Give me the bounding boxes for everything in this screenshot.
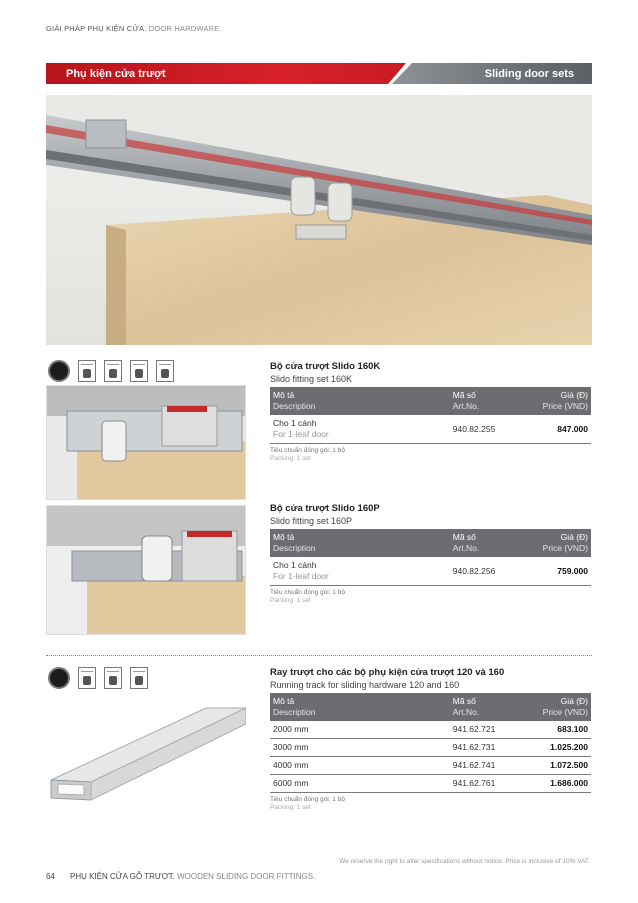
door-thickness-icon: [104, 360, 122, 382]
feature-icons-row-track: [48, 667, 148, 689]
row-art-no: 940.82.256: [450, 557, 540, 586]
product-title-en: Running track for sliding hardware 120 and 160: [270, 680, 460, 690]
row-price: 1.072.500: [540, 757, 591, 775]
row-price: 759.000: [540, 557, 591, 586]
price-table: [270, 693, 591, 793]
footer-label-vi: PHỤ KIỆN CỬA GỖ TRƯỢT.: [70, 872, 175, 881]
table-row: [270, 721, 591, 739]
row-price: 847.000: [540, 415, 591, 444]
footer-label: [70, 872, 315, 881]
packing-note: Tiêu chuẩn đóng gói: 1 bộ Packing: 1 set: [270, 447, 345, 462]
page-number: 64: [46, 872, 55, 881]
row-art-no: 941.62.761: [450, 775, 540, 793]
row-description: 2000 mm: [270, 721, 450, 739]
row-description: Cho 1 cánh For 1-leaf door: [270, 557, 450, 586]
table-header-row: [270, 693, 591, 721]
disclaimer: We reserve the right to alter specifications without notice. Price is inclusive of 10% VAT.: [339, 858, 590, 865]
header-description: Mô tả Description: [273, 532, 316, 553]
brand-badge-icon: [48, 360, 70, 382]
product-title-vi: Bộ cửa trượt Slido 160K: [270, 361, 381, 372]
row-price: 1.025.200: [540, 739, 591, 757]
product-image-160p: [46, 505, 246, 635]
row-description: 3000 mm: [270, 739, 450, 757]
soft-close-icon: [130, 360, 148, 382]
price-table: [270, 529, 591, 586]
table-row: [270, 739, 591, 757]
banner-title-en: Sliding door sets: [484, 68, 574, 80]
table-row: [270, 557, 591, 586]
product-title-en: Slido fitting set 160P: [270, 516, 353, 526]
packing-note: Tiêu chuẩn đóng gói: 1 bộ Packing: 1 set: [270, 589, 345, 604]
header-description: Mô tả Description: [273, 390, 316, 411]
section-header-vi: GIẢI PHÁP PHỤ KIỆN CỬA.: [46, 24, 147, 33]
table-row: [270, 757, 591, 775]
row-description: 6000 mm: [270, 775, 450, 793]
section-header-en: DOOR HARDWARE.: [146, 24, 222, 33]
product-image-track: [46, 700, 246, 810]
product-title-vi: Ray trượt cho các bộ phụ kiện cửa trượt 120 và 160: [270, 667, 505, 678]
section-header: [46, 24, 222, 33]
product-title-en: Slido fitting set 160K: [270, 374, 353, 384]
product-image-160k: [46, 385, 246, 500]
price-table: [270, 387, 591, 444]
door-width-icon: [156, 360, 174, 382]
product-title-vi: Bộ cửa trượt Slido 160P: [270, 503, 380, 514]
feature-icons-row: [48, 360, 174, 382]
weight-capacity-icon: [78, 360, 96, 382]
header-description: Mô tả Description: [273, 696, 316, 717]
hero-image: [46, 95, 592, 345]
table-header-row: [270, 529, 591, 557]
header-art-no: Mã số Art.No.: [452, 696, 480, 717]
row-description: 4000 mm: [270, 757, 450, 775]
header-price: Giá (Đ) Price (VND): [542, 696, 588, 717]
row-art-no: 940.82.255: [450, 415, 540, 444]
packing-note: Tiêu chuẩn đóng gói: 1 bộ Packing: 1 set: [270, 796, 345, 811]
header-price: Giá (Đ) Price (VND): [542, 390, 588, 411]
weight-capacity-icon: [78, 667, 96, 689]
row-art-no: 941.62.721: [450, 721, 540, 739]
product-section-160p: [270, 503, 591, 605]
header-price: Giá (Đ) Price (VND): [542, 532, 588, 553]
row-price: 1.686.000: [540, 775, 591, 793]
product-section-track: [270, 667, 591, 812]
table-row: [270, 775, 591, 793]
table-row: [270, 415, 591, 444]
product-section-160k: [270, 361, 591, 463]
brand-badge-icon: [48, 667, 70, 689]
soft-close-icon: [130, 667, 148, 689]
footer-label-en: WOODEN SLIDING DOOR FITTINGS.: [174, 872, 316, 881]
row-art-no: 941.62.731: [450, 739, 540, 757]
row-price: 683.100: [540, 721, 591, 739]
table-header-row: [270, 387, 591, 415]
section-divider: [46, 655, 592, 656]
category-banner: [46, 63, 592, 84]
door-thickness-icon: [104, 667, 122, 689]
header-art-no: Mã số Art.No.: [452, 532, 480, 553]
row-description: Cho 1 cánh For 1-leaf door: [270, 415, 450, 444]
row-art-no: 941.62.741: [450, 757, 540, 775]
banner-title-vi: Phụ kiện cửa trượt: [66, 68, 166, 80]
header-art-no: Mã số Art.No.: [452, 390, 480, 411]
